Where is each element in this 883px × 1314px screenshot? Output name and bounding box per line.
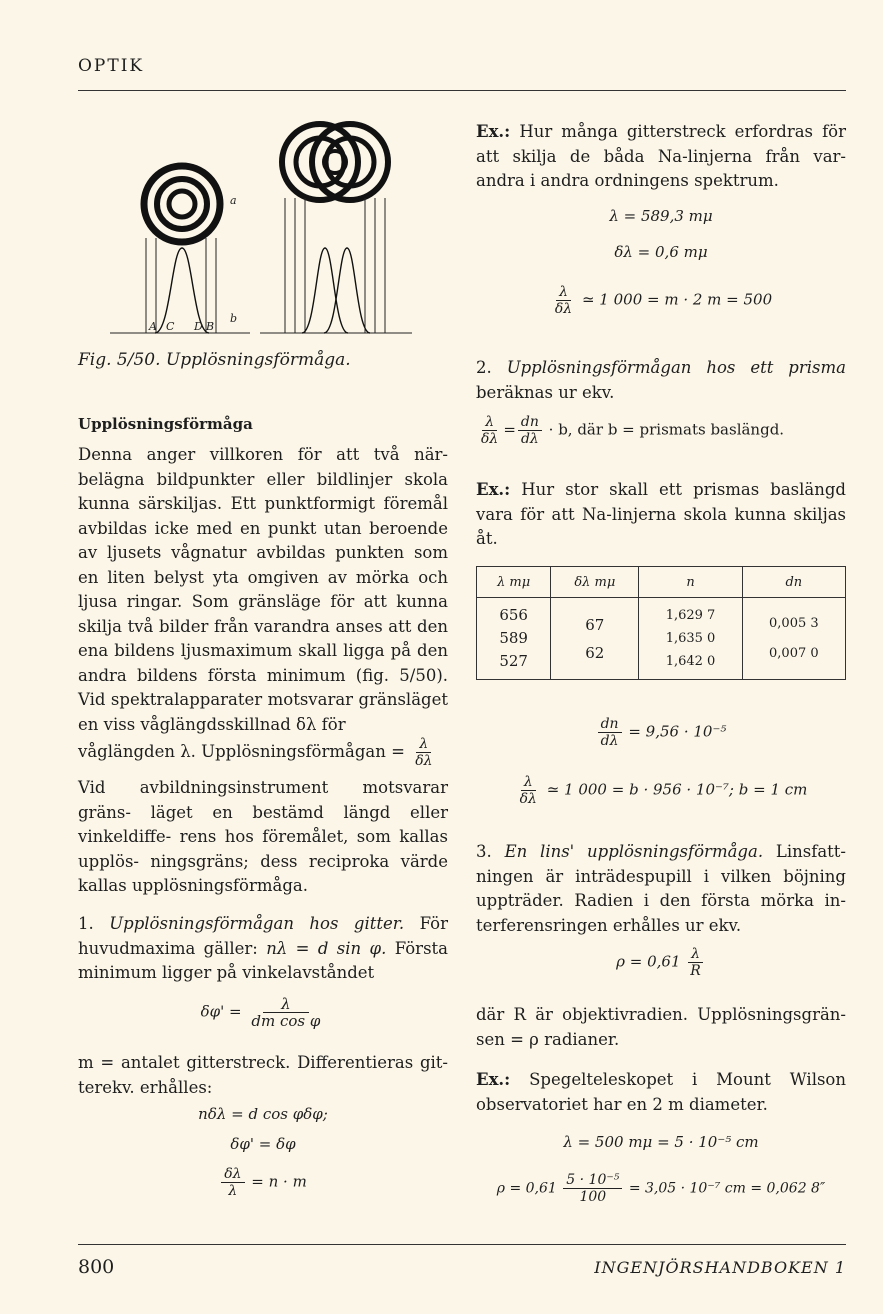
refraction-table	[476, 566, 846, 680]
page-number: 800	[78, 1256, 115, 1278]
running-title: OPTIK	[78, 56, 145, 76]
table-cell: 1,635 0	[665, 631, 716, 646]
ring-inner-b2	[326, 138, 374, 186]
equation-3: δφ' = δφ	[230, 1135, 296, 1153]
table-cell: 589	[499, 629, 528, 647]
figure-caption: Fig. 5/50. Upplösningsförmåga.	[78, 350, 351, 370]
table-cell: 527	[499, 652, 528, 670]
table-cell: 1,629 7	[665, 608, 716, 623]
equation-2: nδλ = d cos φδφ;	[198, 1105, 328, 1123]
section-2-title: Upplösningsförmågan hos ett prisma	[506, 358, 846, 377]
label-B: B	[206, 320, 215, 333]
table-header: λ mμ	[477, 567, 551, 598]
example-1-eq2: δλ = 0,6 mμ	[614, 243, 708, 261]
label-a: a	[230, 194, 237, 207]
resolution-definition-line	[78, 736, 448, 769]
label-b: b	[230, 312, 238, 325]
paragraph-imaging: Vid avbildningsinstrument motsvarar gräns- läget en bestämd längd eller vinkeldiffe- rens hos föremålet, som kallas upplös- ningsgräns; dess reciproka värde kallas upplösningsförmåga.	[78, 778, 448, 895]
header-rule	[78, 90, 846, 91]
table-header: δλ mμ	[551, 567, 639, 598]
grating-equation: nλ = d sin φ.	[266, 938, 387, 958]
equation-b: $\frac{\lambda}{\delta\lambda}$ ≃ 1 000 = b · 956 · 10⁻⁷; b = 1 cm	[519, 774, 808, 807]
paragraph-intro: Denna anger villkoren för att två när- belägna bildpunkter eller bildlinjer skola kunna särskiljas. Ett punktformigt föremål avbildas icke med en punkt utan beroende av ljusets vågnatur avbildas punkten som en liten belyst yta omgiven av mörka och ljusa ringar. Som gränsläge för att kunna skilja två bilder från varandra anses att den ena bildens ljusmaximum skall ligga på den andra bildens första minimum (fig. 5/50). Vid spektralapparater motsvarar gränsläget en viss våglängdsskillnad δλ för	[78, 445, 448, 734]
section-3-lens: 3. En lins' upplösningsförmåga. Linsfatt- ningen är inträdespupill i vilken böjning uppträder. Radien i den första mörka in- terferensringen erhålles ur ekv.	[476, 842, 846, 935]
paragraph-rho-definition: där R är objektivradien. Upplösningsgrän- sen = ρ radianer.	[476, 1005, 846, 1049]
example-1-eq3: $\frac{\lambda}{\delta\lambda}$ ≃ 1 000 = m · 2 m = 500	[554, 284, 773, 317]
prism-equation: $\frac{\lambda}{\delta\lambda}$ = $\frac{dn}{d\lambda}$ · b, där b = prismats baslängd.	[481, 414, 785, 447]
example-3-eq2: ρ = 0,61 $\frac{\text{5 · 10⁻⁵}}{100}$ = 3,05 · 10⁻⁷ cm = 0,062 8″	[496, 1172, 826, 1205]
label-D: D	[194, 320, 203, 333]
table-cell: 656	[499, 606, 528, 624]
label-A: A	[149, 320, 157, 333]
example-2: Ex.: Hur stor skall ett prismas baslängd vara för att Na-linjerna skola kunna skiljas åt.	[476, 480, 846, 548]
example-3-eq1: λ = 500 mμ = 5 · 10⁻⁵ cm	[563, 1133, 759, 1151]
table-cell: 67	[585, 615, 605, 634]
example-1-eq1: λ = 589,3 mμ	[609, 207, 713, 225]
section-1-title: Upplösningsförmågan hos gitter.	[109, 914, 405, 933]
ring-core-a	[169, 191, 195, 217]
section-heading: Upplösningsförmåga	[78, 415, 253, 433]
footer-rule	[78, 1244, 846, 1245]
equation-dphi: δφ' = $\frac{\lambda}{\text{dm cos φ}}$	[200, 995, 321, 1030]
resolution-definition-text: våglängden λ. Upplösningsförmågan =	[78, 742, 405, 761]
table-cell: 62	[585, 643, 605, 662]
equation-dn-dlambda: $\frac{dn}{d\lambda}$ = 9,56 · 10⁻⁵	[476, 716, 846, 749]
example-1: Ex.: Hur många gitterstreck erfordras för att skilja de båda Na-linjerna från var- andra i andra ordningens spektrum.	[476, 122, 847, 190]
section-1-grating: 1. Upplösningsförmågan hos gitter. För huvudmaxima gäller: nλ = d sin φ. Första minimum ligger på vinkelavståndet	[78, 914, 449, 982]
table-cell: 0,005 3	[769, 615, 819, 631]
book-title: INGENJÖRSHANDBOKEN 1	[594, 1258, 846, 1277]
figure-resolution-diagram	[110, 118, 420, 340]
ring-inner-b1	[296, 138, 344, 186]
fraction-lambda-dlambda: $\frac{\lambda}{\delta\lambda}$	[415, 736, 433, 769]
section-3-title: En lins' upplösningsförmåga.	[504, 842, 764, 861]
table-header: n	[639, 567, 742, 598]
label-C: C	[166, 320, 175, 333]
table-cell: 0,007 0	[769, 645, 819, 661]
table-header: dn	[742, 567, 845, 598]
equation-rho: ρ = 0,61 $\frac{\lambda}{R}$	[476, 946, 846, 979]
paragraph-m-definition: m = antalet gitterstreck. Differentieras git- terekv. erhålles:	[78, 1053, 448, 1097]
intensity-peak-b2	[324, 248, 370, 333]
table-cell: 1,642 0	[665, 654, 716, 669]
section-2-prism: 2. Upplösningsförmågan hos ett prisma beräknas ur ekv.	[476, 358, 846, 402]
example-3: Ex.: Spegelteleskopet i Mount Wilson observatoriet har en 2 m diameter.	[476, 1070, 846, 1114]
equation-4: $\frac{\delta\lambda}{\lambda}$ = n · m	[78, 1166, 448, 1199]
ring-inner-a	[157, 179, 207, 229]
intensity-peak-b1	[302, 248, 348, 333]
